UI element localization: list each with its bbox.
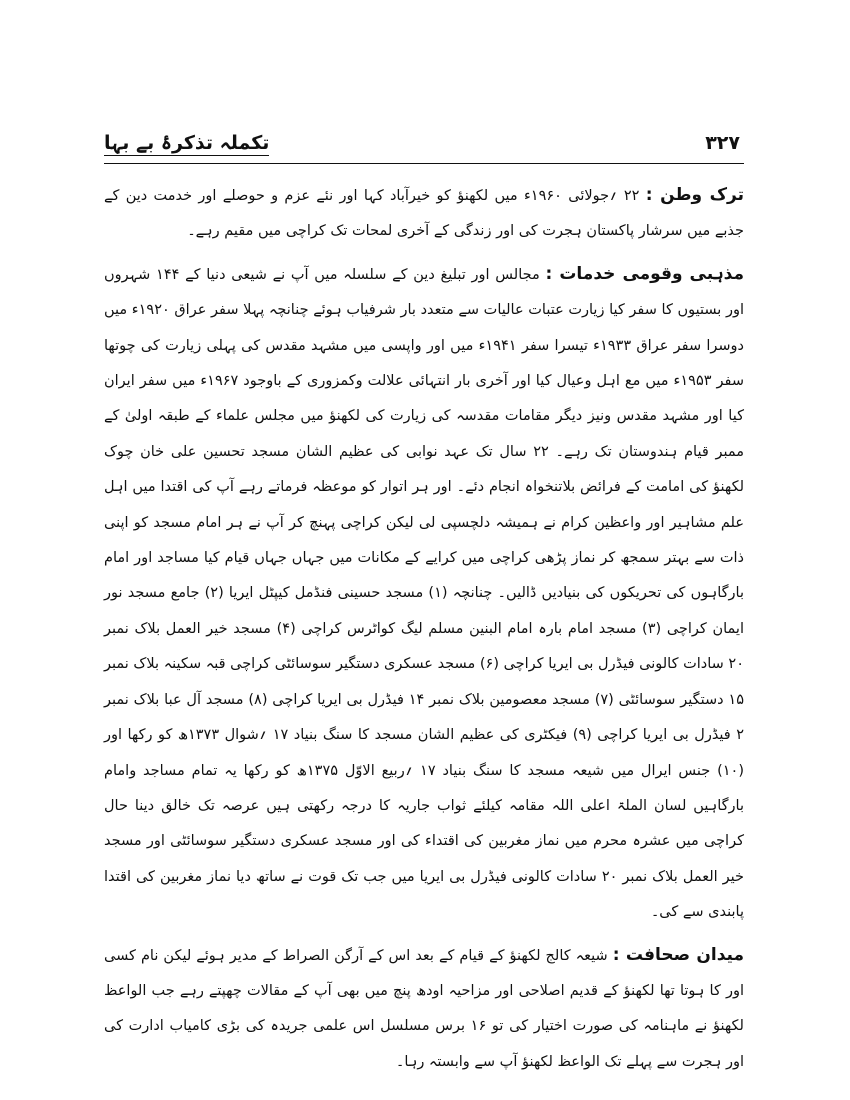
- page-header: [104, 132, 744, 162]
- section-heading: مذہبی وقومی خدمات :: [545, 263, 745, 284]
- section-paragraph: شیعہ کالج لکھنؤ کے قیام کے بعد اس کے آرگن الصراط کے مدیر ہوئے لیکن نام کسی اور کا ہوتا تھا لکھنؤ کے قدیم اصلاحی اور مزاحیہ اودھ پنچ میں بھی آپ کے مقالات چھپتے رہے جب الواعظ لکھنؤ نے ماہنامہ کی صورت اختیار کی تو ۱۶ برس مسلسل اس علمی جریدہ کی بڑی کامیاب ادارت کی اور ہجرت سے پہلے تک الواعظ لکھنؤ آپ سے وابستہ رہا۔: [104, 947, 744, 1070]
- body-text: [104, 178, 745, 1070]
- section-heading: ترک وطن :: [645, 185, 744, 205]
- page-number: ۳۲۷: [705, 132, 740, 154]
- section-paragraph: مجالس اور تبلیغ دین کے سلسلہ میں آپ نے شیعی دنیا کے ۱۴۴ شہروں اور بستیوں کا سفر کیا زیارت عتبات عالیات سے متعدد بار شرفیاب ہوئے چنانچہ پہلا سفر عراق ۱۹۲۰ء میں دوسرا سفر عراق ۱۹۳۳ء تیسرا سفر ۱۹۴۱ء میں اور واپسی میں مشہد مقدس کی پہلی زیارت کی چوتھا سفر ۱۹۵۳ء میں مع اہل وعیال کیا اور آخری بار انتہائی علالت وکمزوری کے باوجود ۱۹۶۷ء میں سفر ایران کیا اور مشہد مقدس ونیز دیگر مقامات مقدسہ کی زیارت کی لکھنؤ میں مجلس علماء کے طبقہ اولیٰ کے ممبر قیام ہندوستان تک رہے۔ ۲۲ سال تک عہد نوابی کی عظیم الشان مسجد تحسین علی خان چوک لکھنؤ کی امامت کے فرائض بلاتنخواہ انجام دئے۔ اور ہر اتوار کو موعظہ فرماتے رہے آپ کی اقتدا میں اہل علم مشاہیر اور واعظین کرام نے ہمیشہ دلچسپی لی لیکن کراچی پہنچ کر آپ نے ہر امام مسجد کو اپنی ذات سے بہتر سمجھ کر نماز پڑھی کراچی میں کرایے کے مکانات میں جہاں جہاں قیام کیا مساجد اور امام بارگاہوں کی تحریکوں کی بنیادیں ڈالیں۔ چنانچہ (۱) مسجد حسینی فنڈمل کیپٹل ایریا (۲) جامع مسجد نور ایمان کراچی (۳) مسجد امام بارہ امام البنین مسلم لیگ کواٹرس کراچی (۴) مسجد خیر العمل بلاک نمبر ۲۰ سادات کالونی فیڈرل بی ایریا کراچی (۶) مسجد عسکری دستگیر سوسائٹی کراچی قبہ سکینہ بلاک نمبر ۱۵ دستگیر سوسائٹی (۷) مسجد معصومین بلاک نمبر ۱۴ فیڈرل بی ایریا کراچی (۸) مسجد آل عبا بلاک نمبر ۲ فیڈرل بی ایریا کراچی (۹) فیکٹری کی عظیم الشان مسجد کا سنگ بنیاد ۱۷ ؍شوال ۱۳۷۳ھ کو رکھا اور (۱۰) جنس ایرال میں شیعہ مسجد کا سنگ بنیاد ۱۷ ؍ربیع الاوّل ۱۳۷۵ھ کو رکھا یہ تمام مساجد وامام بارگاہیں لسان الملۃ اعلی اللہ مقامہ کیلئے ثواب جاریہ کا درجہ رکھتی ہیں عرصہ تک خالق دینا حال کراچی میں عشرہ محرم میں نماز مغربین کی اقتداء کی اور مسجد عسکری دستگیر سوسائٹی اور مسجد خیر العمل بلاک نمبر ۲۰ سادات کالونی فیڈرل بی ایریا میں جب تک قوت نے ساتھ دیا نماز مغربین کی اقتدا پابندی سے کی۔: [104, 266, 744, 921]
- section-tark-e-watan: [104, 178, 744, 250]
- running-title: تکملہ تذکرۂ بے بہا: [104, 132, 270, 154]
- header-divider: [104, 163, 744, 164]
- section-religious-services: [104, 257, 744, 931]
- section-paragraph: ۲۲ ؍جولائی ۱۹۶۰ء میں لکھنؤ کو خیرآباد کہا اور نئے عزم و حوصلے اور خدمت دین کے جذبے میں سرشار پاکستان ہجرت کی اور زندگی کے آخری لمحات تک کراچی میں مقیم رہے۔: [104, 188, 744, 240]
- section-journalism: [104, 938, 744, 1081]
- section-heading: میدان صحافت :: [612, 944, 744, 965]
